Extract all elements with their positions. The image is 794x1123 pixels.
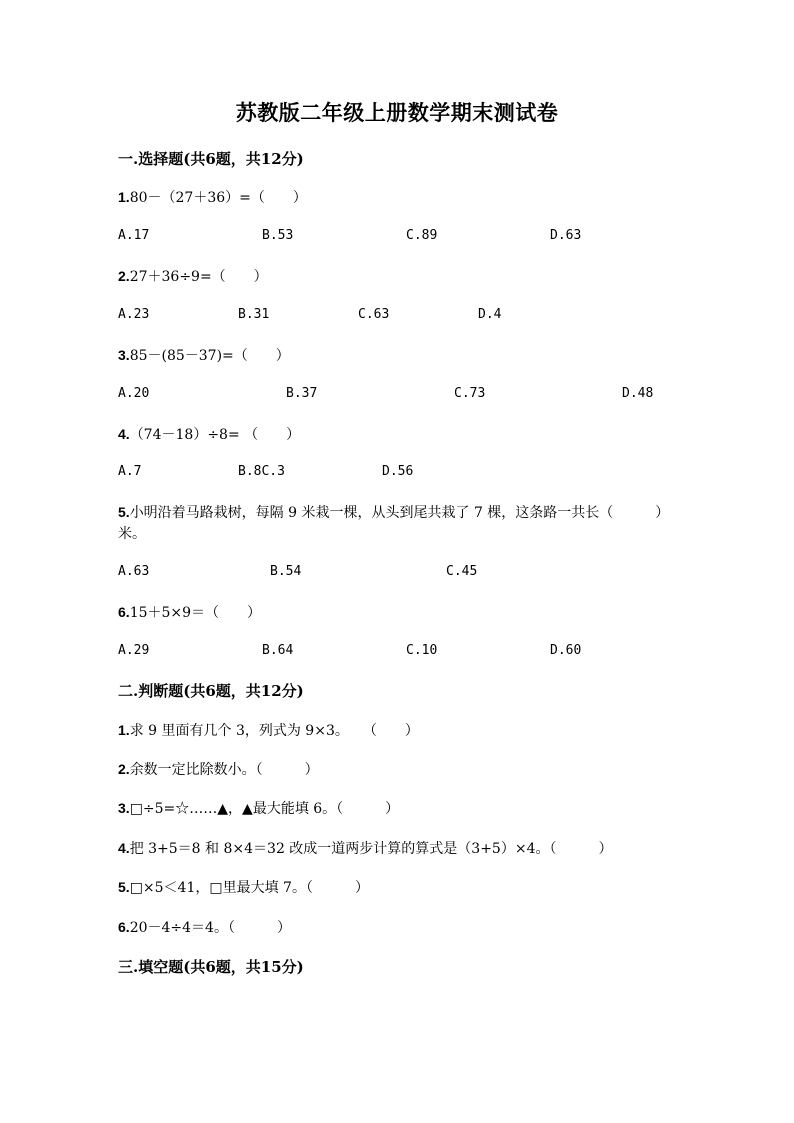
question-1 (118, 187, 307, 207)
option-a: A.23 (118, 307, 150, 322)
question-number: 2. (118, 761, 130, 777)
judge-question-1 (118, 720, 419, 740)
option-b: B.53 (262, 228, 294, 243)
question-text: （74－18）÷8= （ ） (129, 427, 301, 443)
option-b: B.54 (270, 564, 302, 579)
question-number: 5. (118, 504, 130, 520)
judge-question-2 (118, 759, 319, 779)
option-d: D.56 (382, 464, 414, 479)
question-number: 5. (118, 879, 130, 895)
question-5 (118, 502, 678, 545)
question-text: 小明沿着马路栽树，每隔 9 米栽一棵，从头到尾共栽了 7 棵，这条路一共长（ ）米。 (118, 505, 670, 542)
judge-question-3 (118, 798, 399, 818)
question-text: 15＋5×9＝（ ） (129, 605, 262, 621)
option-b: B.8C.3 (238, 464, 285, 479)
question-number: 1. (118, 189, 130, 205)
question-number: 4. (118, 840, 130, 856)
section-heading-multiple-choice: 一.选择题(共6题，共12分) (118, 150, 304, 168)
option-c: C.89 (406, 228, 438, 243)
option-d: D.63 (550, 228, 582, 243)
option-c: C.63 (358, 307, 390, 322)
question-number: 6. (118, 604, 130, 620)
judge-question-6 (118, 917, 291, 937)
question-text: □÷5=☆……▲，▲最大能填 6。（ ） (129, 801, 400, 817)
judge-question-4 (118, 838, 612, 858)
page-title: 苏教版二年级上册数学期末测试卷 (235, 100, 559, 125)
question-text: 把 3+5＝8 和 8×4＝32 改成一道两步计算的算式是（3+5）×4。（ ） (129, 841, 613, 857)
option-a: A.20 (118, 386, 150, 401)
question-number: 3. (118, 347, 130, 363)
option-c: C.10 (406, 643, 438, 658)
question-4 (118, 424, 300, 444)
question-number: 3. (118, 800, 130, 816)
question-3 (118, 345, 290, 365)
question-number: 1. (118, 722, 130, 738)
option-a: A.7 (118, 464, 142, 479)
option-a: A.63 (118, 564, 150, 579)
option-b: B.64 (262, 643, 294, 658)
option-d: D.4 (478, 307, 502, 322)
question-text: 余数一定比除数小。（ ） (129, 762, 319, 778)
question-2 (118, 266, 268, 286)
question-number: 4. (118, 426, 130, 442)
judge-question-5 (118, 877, 369, 897)
question-6 (118, 602, 261, 622)
question-text: 80－（27＋36）=（ ） (129, 190, 307, 206)
option-c: C.45 (446, 564, 478, 579)
question-text: 20－4÷4＝4。（ ） (129, 920, 291, 936)
option-d: D.48 (622, 386, 654, 401)
question-text: 求 9 里面有几个 3，列式为 9×3。 （ ） (129, 723, 419, 739)
option-b: B.37 (286, 386, 318, 401)
section-heading-true-false: 二.判断题(共6题，共12分) (118, 682, 304, 700)
question-number: 6. (118, 919, 130, 935)
question-text: 27＋36÷9=（ ） (129, 269, 268, 285)
option-c: C.73 (454, 386, 486, 401)
option-a: A.17 (118, 228, 150, 243)
question-number: 2. (118, 268, 130, 284)
question-text: □×5＜41，□里最大填 7。（ ） (129, 880, 369, 896)
option-d: D.60 (550, 643, 582, 658)
option-a: A.29 (118, 643, 150, 658)
option-b: B.31 (238, 307, 270, 322)
section-heading-fill-in: 三.填空题(共6题，共15分) (118, 958, 304, 976)
question-text: 85－(85－37)=（ ） (129, 348, 290, 364)
